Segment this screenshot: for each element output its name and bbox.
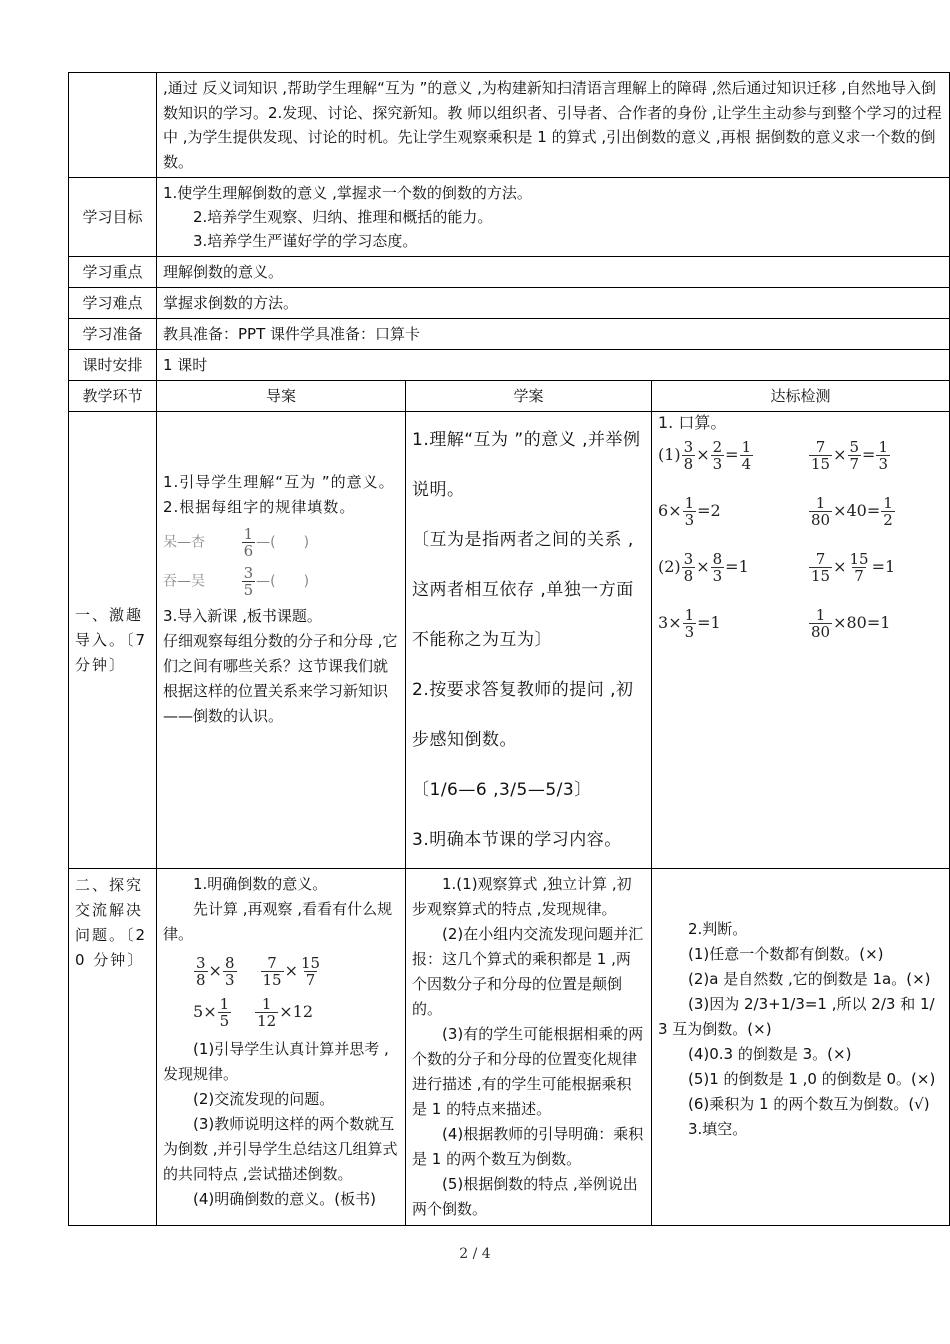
intro-label-cell: [69, 73, 157, 178]
pair1-fraction: $\frac{1}{6}$: [243, 525, 254, 560]
section1-row: [69, 412, 950, 869]
part1-label: (1): [658, 445, 681, 464]
column-header-row: [69, 381, 950, 412]
difficulty-content: 掌握求倒数的方法。: [157, 288, 950, 319]
header-dabiao: 达标检测: [652, 381, 950, 412]
dabiao2-5: (5)1 的倒数是 1 ,0 的倒数是 0。(×): [688, 1070, 936, 1088]
calc-line-3: (2) $\frac{3}{8}$ × $\frac{8}{3}$ = 1 $\frac{7}{15}$ × $\frac{15}{7}$ = 1: [658, 549, 896, 585]
section1-label: 一、激趣导入。〔7 分钟〕: [69, 412, 157, 869]
key-content: 理解倒数的意义。: [157, 257, 950, 288]
section2-row: [69, 869, 950, 1226]
section1-daoan: [157, 412, 406, 869]
goal-1: 1.使学生理解倒数的意义 ,掌握求一个数的倒数的方法。: [163, 184, 532, 202]
section1-xuean: [406, 412, 652, 869]
xuean1-3: 2.按要求答复教师的提问 ,初步感知倒数。: [412, 680, 634, 750]
difficulty-label: 学习难点: [69, 288, 157, 319]
daoan2-expr-1: $\frac{3}{8}$ × $\frac{8}{3}$ $\frac{7}{15}$ × $\frac{15}{7}$: [196, 954, 321, 989]
section2-dabiao: [652, 869, 950, 1226]
daoan2-d: (2)交流发现的问题。: [193, 1090, 335, 1108]
header-stage: 教学环节: [69, 381, 157, 412]
goals-content: [157, 178, 950, 257]
dabiao2-6: (6)乘积为 1 的两个数互为倒数。(√): [688, 1095, 930, 1113]
xuean2-3: (3)有的学生可能根据相乘的两个数的分子和分母的位置变化规律进行描述 ,有的学生可能根据乘积是 1 的特点来描述。: [412, 1025, 644, 1118]
xuean2-5: (5)根据倒数的特点 ,举例说出两个倒数。: [412, 1175, 638, 1218]
pair1-word: 呆—杏: [163, 534, 205, 551]
calc-line-1: (1) $\frac{3}{8}$ × $\frac{2}{3}$ = $\frac{1}{4}$ $\frac{7}{15}$ × $\frac{5}{7}$ = $\frac{1}{3}$: [658, 437, 888, 473]
section2-daoan: [157, 869, 406, 1226]
xuean2-4: (4)根据教师的引导明确：乘积是 1 的两个数互为倒数。: [412, 1125, 644, 1168]
intro-row: [69, 73, 950, 178]
daoan2-e: (3)教师说明这样的两个数就互为倒数 ,并引导学生总结这几组算式的共同特点 ,尝试描述倒数。: [163, 1115, 398, 1183]
daoan2-f: (4)明确倒数的意义。(板书): [193, 1190, 376, 1208]
dabiao-title: 1. 口算。: [658, 413, 727, 432]
section2-label: 二、探究交流解决问题。〔20 分钟〕: [69, 869, 157, 1226]
goal-3: 3.培养学生严谨好学的学习态度。: [193, 232, 418, 250]
calc-line-4: 3 × $\frac{1}{3}$ = 1 $\frac{1}{80}$ × 80 = 1: [658, 605, 891, 641]
dabiao2-2: (2)a 是自然数 ,它的倒数是 1a。(×): [688, 970, 931, 988]
daoan3-text: 3.导入新课 ,板书课题。: [163, 607, 322, 625]
daoan2-b: 先计算 ,再观察 ,看看有什么规律。: [163, 900, 393, 943]
xuean2-2: (2)在小组内交流发现问题并汇报：这几个算式的乘积都是 1 ,两个因数分子和分母的位置是颠倒的。: [412, 925, 644, 1018]
xuean1-1: 1.理解“互为 ”的意义 ,并举例说明。: [412, 430, 641, 500]
pair-row-2: [163, 565, 399, 598]
key-row: [69, 257, 950, 288]
time-label: 课时安排: [69, 350, 157, 381]
intro-text: ,通过 反义词知识 ,帮助学生理解“互为 ”的意义 ,为构建新知扫清语言理解上的障碍 ,然后通过知识迁移 ,自然地导入倒数知识的学习。2.发现、讨论、探究新知。教 师以组织者、引导者、合作者的身份 ,让学生主动参与到整个学习的过程中 ,为学生提供发现、讨论的时机。先让学生观察乘积是 1 的算式 ,引出倒数的意义 ,再根 据倒数的意义求一个数的倒数。: [157, 73, 950, 178]
prep-row: [69, 319, 950, 350]
xuean1-2: 〔互为是指两者之间的关系 ,这两者相互依存 ,单独一方面不能称之为互为〕: [412, 530, 634, 650]
xuean2-1: 1.(1)观察算式 ,独立计算 ,初步观察算式的特点 ,发现规律。: [412, 875, 632, 918]
dabiao2-7: 3.填空。: [688, 1120, 748, 1138]
header-daoan: 导案: [157, 381, 406, 412]
difficulty-row: [69, 288, 950, 319]
dabiao2-1: (1)任意一个数都有倒数。(×): [688, 945, 884, 963]
prep-label: 学习准备: [69, 319, 157, 350]
lesson-plan-table: [68, 72, 950, 1226]
pair2-blank: —( ): [256, 573, 310, 590]
section1-dabiao: [652, 412, 950, 869]
xuean1-4: 〔1/6—6 ,3/5—5/3〕: [412, 780, 592, 800]
pair2-word: 吞—吴: [163, 573, 205, 590]
time-content: 1 课时: [157, 350, 950, 381]
calc-line-2: 6 × $\frac{1}{3}$ = 2 $\frac{1}{80}$ × 40 = $\frac{1}{2}$: [658, 493, 893, 529]
daoan2-c: (1)引导学生认真计算并思考 ,发现规律。: [163, 1040, 389, 1083]
daoan1-text: 1.引导学生理解“互为 ”的意义。2.根据每组字的规律填数。: [163, 473, 395, 516]
section2-xuean: [406, 869, 652, 1226]
pair1-blank: —( ): [256, 534, 310, 551]
goals-row: [69, 178, 950, 257]
dabiao2-3: (3)因为 2/3+1/3=1 ,所以 2/3 和 1/3 互为倒数。(×): [658, 995, 935, 1038]
daoan2-a: 1.明确倒数的意义。: [193, 875, 328, 893]
header-xuean: 学案: [406, 381, 652, 412]
time-row: [69, 350, 950, 381]
goal-2: 2.培养学生观察、归纳、推理和概括的能力。: [193, 208, 493, 226]
page-number: 2 / 4: [459, 1246, 491, 1262]
part2-label: (2): [658, 557, 681, 576]
xuean1-5: 3.明确本节课的学习内容。: [412, 830, 622, 850]
dabiao2-0: 2.判断。: [688, 920, 748, 938]
daoan2-expr-2: 5× $\frac{1}{5}$ $\frac{1}{12}$ ×12: [193, 995, 313, 1030]
pair2-fraction: $\frac{3}{5}$: [243, 564, 254, 599]
key-label: 学习重点: [69, 257, 157, 288]
goals-label: 学习目标: [69, 178, 157, 257]
dabiao2-4: (4)0.3 的倒数是 3。(×): [688, 1045, 852, 1063]
pair-row-1: [163, 526, 399, 559]
daoan4-text: 仔细观察每组分数的分子和分母 ,它们之间有哪些关系？这节课我们就根据这样的位置关系来学习新知识——倒数的认识。: [163, 632, 398, 725]
prep-content: 教具准备：PPT 课件学具准备：口算卡: [157, 319, 950, 350]
